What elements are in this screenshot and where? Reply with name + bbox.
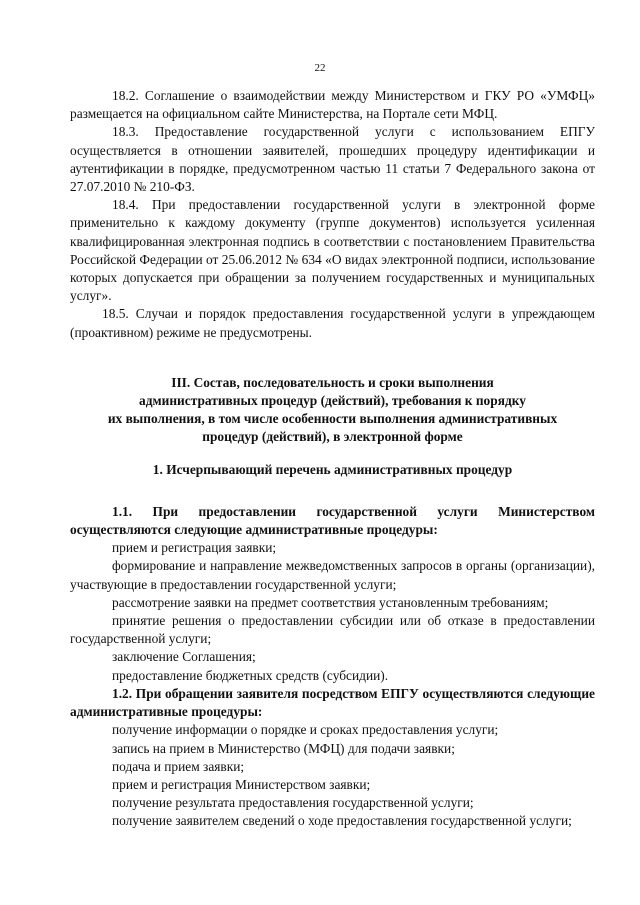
item-1-1: 1.1. При предоставлении государственной услуги Министерством осуществляются следующие административные процедуры: [70,503,595,538]
list-item: прием и регистрация Министерством заявки; [112,776,371,792]
list-item: получение информации о порядке и сроках предоставления услуги; [112,722,499,738]
list-item: предоставление бюджетных средств (субсидии). [112,667,389,683]
list-item: рассмотрение заявки на предмет соответствия установленным требованиям; [112,594,549,610]
list-item: заключение Соглашения; [112,649,256,665]
paragraph-18-5: 18.5. Случаи и порядок предоставления государственной услуги в упреждающем (проактивном) режиме не предусмотрены. [70,306,595,340]
list-item: формирование и направление межведомственных запросов в органы (организации), участвующие в предоставлении государственной услуги; [70,558,595,592]
section-heading-line: их выполнения, в том числе особенности выполнения административных [107,411,558,427]
list-item: получение заявителем сведений о ходе предоставления государственной услуги; [112,813,572,829]
paragraph-18-4: 18.4. При предоставлении государственной услуги в электронной форме применительно к каждому документу (группе документов) используется усиленная квалифицированная электронная подпись в соответствии с постановлением Правительства Российской Федерации от 25.06.2012 № 634 «О видах электронной подписи, использование которых допускается при обращении за получением государственных и муниципальных услуг». [70,197,595,304]
list-item: получение результата предоставления государственной услуги; [112,795,474,811]
item-1-2: 1.2. При обращении заявителя посредством ЕПГУ осуществляются следующие административные процедуры: [70,685,595,720]
paragraph-18-2: 18.2. Соглашение о взаимодействии между Министерством и ГКУ РО «УМФЦ» размещается на официальном сайте Министерства, на Портале сети МФЦ. [70,88,595,122]
section-heading-line: III. Состав, последовательность и сроки выполнения [171,374,494,390]
list-item: запись на прием в Министерство (МФЦ) для подачи заявки; [112,740,455,756]
section-heading-line: административных процедур (действий), требования к порядку [139,393,526,409]
subsection-heading: 1. Исчерпывающий перечень административных процедур [152,461,513,477]
section-heading-line: процедур (действий), в электронной форме [202,429,463,445]
page-number: 22 [314,62,326,74]
list-item: прием и регистрация заявки; [112,540,277,556]
section-heading [70,374,595,447]
list-item: принятие решения о предоставлении субсидии или об отказе в предоставлении государственной услуги; [70,613,595,647]
document-body [70,87,595,831]
list-item: подача и прием заявки; [112,758,245,774]
paragraph-18-3: 18.3. Предоставление государственной услуги с использованием ЕПГУ осуществляется в отношении заявителей, прошедших процедуру идентификации и аутентификации в порядке, предусмотренном частью 11 статьи 7 Федерального закона от 27.07.2010 № 210-ФЗ. [70,124,595,195]
